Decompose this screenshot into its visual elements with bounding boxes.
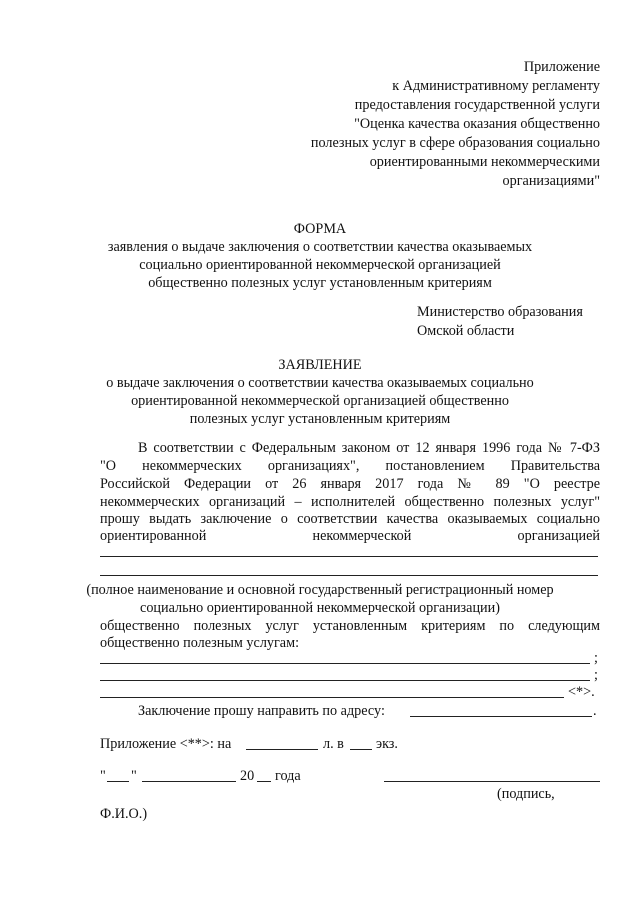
- addressee-line: Омской области: [417, 323, 515, 339]
- addressee-block: [417, 303, 583, 341]
- form-title: ФОРМА: [293, 221, 347, 237]
- attachment-copies-label: экз.: [376, 736, 398, 752]
- date-month-field[interactable]: [142, 781, 236, 782]
- signature-field-line[interactable]: [384, 781, 600, 782]
- form-title-block: [0, 220, 640, 292]
- appendix-line: "Оценка качества оказания общественно: [354, 116, 600, 132]
- attachment-label: Приложение <**>: на: [100, 736, 232, 752]
- body-line: [100, 458, 600, 475]
- statement-subtitle-line: полезных услуг установленным критериям: [189, 411, 451, 427]
- semicolon: ;: [594, 650, 598, 666]
- body-text: общественно полезных услуг установленным критериям по следующим: [100, 618, 600, 634]
- service-field-line[interactable]: [100, 680, 590, 681]
- appendix-header: [240, 58, 600, 191]
- appendix-line: ориентированными некоммерческими: [369, 154, 600, 170]
- attachment-sheets-field[interactable]: [246, 749, 318, 750]
- addressee-line: Министерство образования: [417, 304, 583, 320]
- form-subtitle-line: общественно полезных услуг установленным критериям: [148, 275, 492, 291]
- service-field-line[interactable]: [100, 663, 590, 664]
- statement-title-block: [0, 356, 640, 428]
- statement-title: ЗАЯВЛЕНИЕ: [278, 357, 362, 373]
- statement-subtitle-line: о выдаче заключения о соответствии качества оказываемых социально: [106, 375, 534, 391]
- org-name-note: (полное наименование и основной государственный регистрационный номер: [86, 582, 554, 598]
- date-year-prefix: 20: [240, 768, 255, 784]
- attachment-sheets-label: л. в: [323, 736, 344, 752]
- body-text: В соответствии с Федеральным законом от 12 января 1996 года № 7-ФЗ: [138, 440, 600, 456]
- date-quote-close: ": [131, 768, 137, 784]
- body-line: [100, 511, 600, 528]
- attachment-copies-field[interactable]: [350, 749, 372, 750]
- body-line: [138, 440, 600, 457]
- service-field-line[interactable]: [100, 697, 564, 698]
- body-text: некоммерческих организаций – исполнителей общественно полезных услуг": [100, 494, 600, 510]
- semicolon: ;: [594, 667, 598, 683]
- body-text: "О некоммерческих организациях", постановлением Правительства: [100, 458, 600, 474]
- signature-label: (подпись,: [497, 786, 555, 802]
- appendix-line: к Административному регламенту: [392, 78, 600, 94]
- body-text: ориентированной некоммерческой организацией: [100, 528, 600, 544]
- form-subtitle-line: заявления о выдаче заключения о соответствии качества оказываемых: [107, 239, 533, 255]
- address-label: Заключение прошу направить по адресу:: [138, 703, 385, 719]
- body-text: прошу выдать заключение о соответствии качества оказываемых социально: [100, 511, 600, 527]
- org-name-field-line[interactable]: [100, 575, 598, 576]
- body-text: общественно полезным услугам:: [100, 635, 300, 651]
- address-end: .: [593, 703, 597, 719]
- address-field-line[interactable]: [410, 716, 592, 717]
- body-line: [100, 618, 600, 635]
- org-name-note: социально ориентированной некоммерческой организации): [140, 600, 500, 616]
- appendix-line: организациями": [502, 173, 600, 189]
- appendix-line: Приложение: [523, 59, 600, 75]
- fio-label: Ф.И.О.): [100, 806, 148, 822]
- statement-subtitle-line: ориентированной некоммерческой организацией общественно: [131, 393, 509, 409]
- appendix-line: предоставления государственной услуги: [354, 97, 600, 113]
- form-subtitle-line: социально ориентированной некоммерческой организацией: [139, 257, 501, 273]
- body-text: Российской Федерации от 26 января 2017 года № 89 "О реестре: [100, 476, 600, 492]
- body-line: [100, 528, 600, 545]
- date-day-field[interactable]: [107, 781, 129, 782]
- date-year-suffix: года: [275, 768, 301, 784]
- date-quote-open: ": [100, 768, 106, 784]
- date-year-field[interactable]: [257, 781, 271, 782]
- body-line: [100, 494, 600, 511]
- appendix-line: полезных услуг в сфере образования социально: [310, 135, 600, 151]
- org-name-field-line[interactable]: [100, 556, 598, 557]
- body-line: [100, 476, 600, 493]
- footnote-mark: <*>.: [568, 684, 595, 700]
